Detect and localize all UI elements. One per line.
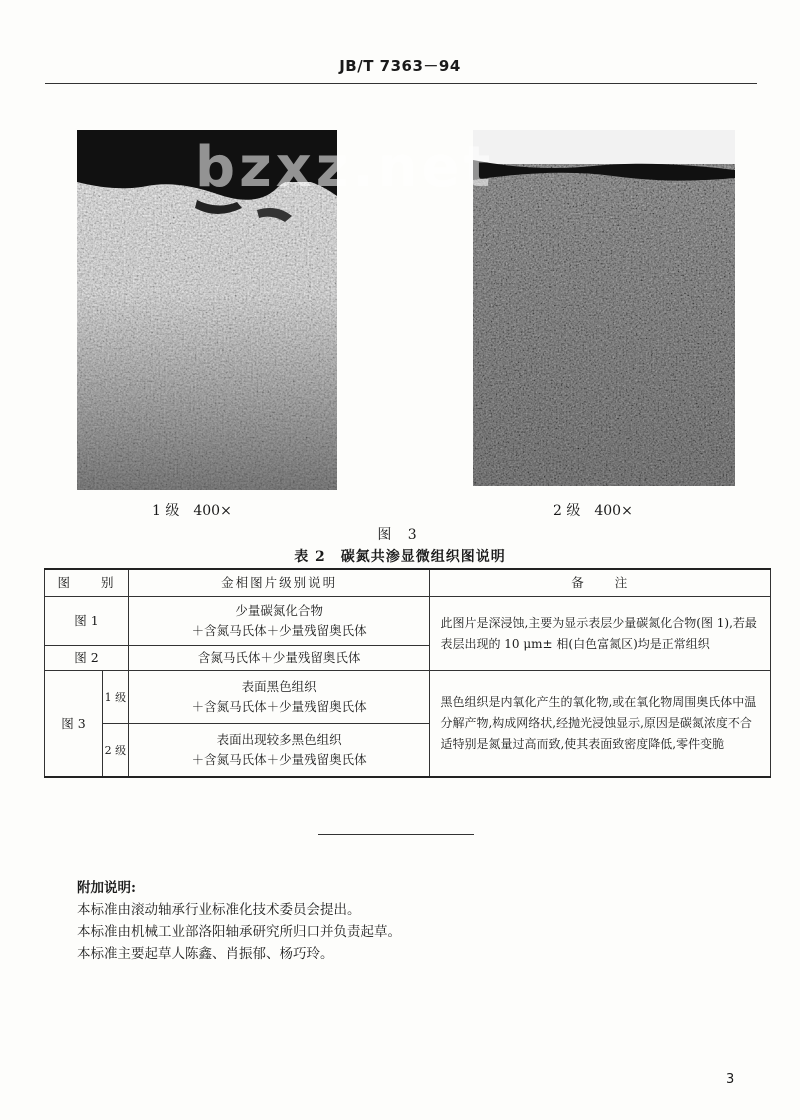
header-description: 金相图片级别说明 [128, 569, 430, 597]
fig1-desc-line2: ＋含氮马氏体＋少量残留奥氏体 [191, 623, 367, 638]
watermark: bzxz.net [195, 135, 495, 200]
additional-note-3: 本标准主要起草人陈鑫、肖振郁、杨巧玲。 [77, 946, 334, 962]
fig3-grade2-line2: ＋含氮马氏体＋少量残留奥氏体 [191, 752, 367, 767]
fig1-label: 图 1 [45, 597, 129, 646]
remark-fig1-fig2: 此图片是深浸蚀,主要为显示表层少量碳氮化合物(图 1),若最表层出现的 10 μm± 相(白色富氮区)均是正常组织 [430, 597, 771, 671]
fig3-grade1-line2: ＋含氮马氏体＋少量残留奥氏体 [191, 699, 367, 714]
section-separator [318, 834, 474, 835]
fig2-label: 图 2 [45, 646, 129, 671]
fig3-grade1-description [128, 671, 430, 724]
table-row-fig3-grade1 [45, 671, 771, 724]
header-remark: 备 注 [430, 569, 771, 597]
fig1-desc-line1: 少量碳氮化合物 [235, 603, 323, 618]
fig3-label: 图 3 [45, 671, 103, 778]
fig2-description: 含氮马氏体＋少量残留奥氏体 [128, 646, 430, 671]
fig3-grade2-description [128, 724, 430, 778]
remark-fig3: 黑色组织是内氧化产生的氧化物,或在氧化物周围奥氏体中温分解产物,构成网络状,经抛光浸蚀显示,原因是碳氮浓度不合适特别是氮量过高而致,使其表面致密度降低,零件变脆 [430, 671, 771, 778]
fig3-grade1-label: 1 级 [102, 671, 128, 724]
micrograph-2-caption: 2 级 400× [553, 503, 633, 519]
additional-note-1: 本标准由滚动轴承行业标准化技术委员会提出。 [77, 902, 361, 918]
fig3-grade2-line1: 表面出现较多黑色组织 [216, 732, 342, 747]
standard-number-header: JB/T 7363－94 [339, 57, 461, 75]
header-rule [45, 83, 757, 84]
table-title: 表 2 碳氮共渗显微组织图说明 [294, 549, 506, 565]
micrograph-1-caption: 1 级 400× [152, 503, 232, 519]
page-number: 3 [726, 1072, 735, 1087]
additional-notes-title: 附加说明: [77, 880, 136, 896]
additional-note-2: 本标准由机械工业部洛阳轴承研究所归口并负责起草。 [77, 924, 401, 940]
microstructure-table [44, 568, 771, 778]
fig3-grade2-label: 2 级 [102, 724, 128, 778]
header-figure: 图 别 [45, 569, 129, 597]
fig3-grade1-line1: 表面黑色组织 [241, 679, 317, 694]
table-header-row [45, 569, 771, 597]
fig1-description [128, 597, 430, 646]
micrograph-grade-2 [473, 130, 735, 486]
table-row-fig1 [45, 597, 771, 646]
figure-label: 图 3 [377, 527, 423, 543]
